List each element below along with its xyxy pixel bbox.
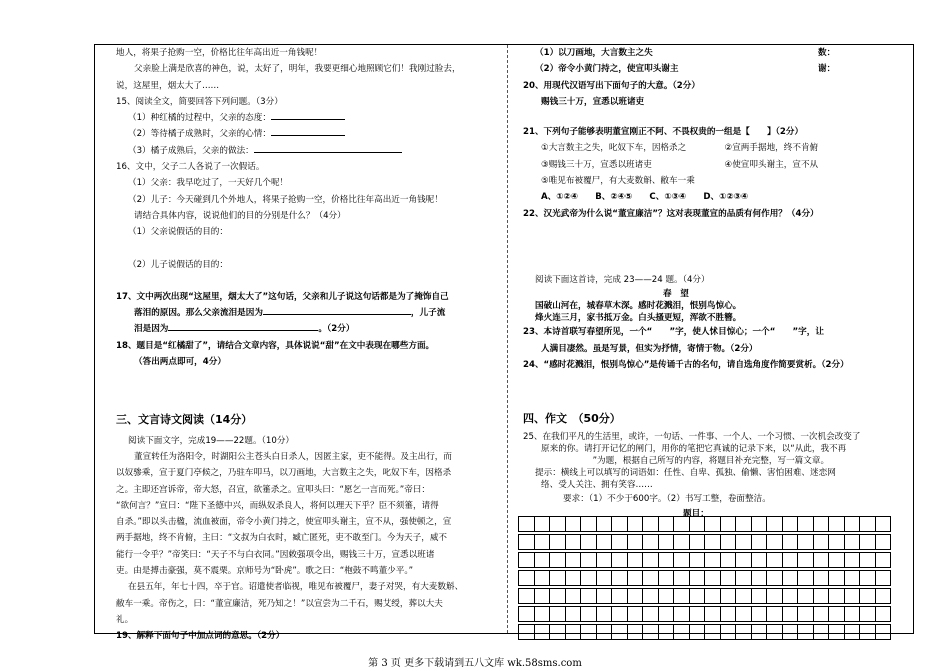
essay-grid-cell[interactable] (596, 588, 613, 604)
essay-grid-cell[interactable] (828, 588, 845, 604)
essay-grid-cell[interactable] (611, 516, 628, 532)
q21-option: ⑤唯见布被覆尸，有大麦数斛、敝车一乘 (541, 176, 695, 187)
essay-grid-cell[interactable] (704, 534, 721, 550)
essay-grid-cell[interactable] (859, 624, 876, 640)
essay-grid-cell[interactable] (534, 552, 551, 568)
essay-grid-cell[interactable] (642, 606, 659, 622)
essay-grid-cell[interactable] (534, 588, 551, 604)
essay-grid-cell[interactable] (782, 588, 799, 604)
q15-item-1: （1）种红橘的过程中，父亲的态度： (128, 113, 271, 124)
essay-grid-cell[interactable] (658, 552, 675, 568)
essay-grid-cell[interactable] (766, 570, 783, 586)
answer-blank[interactable] (271, 126, 345, 136)
essay-grid-cell[interactable] (813, 570, 830, 586)
essay-grid-cell[interactable] (859, 588, 876, 604)
essay-prompt: 原来的你。请打开记忆的闸门，用你的笔把它真诚的记录下来，以“从此，我不再 (541, 444, 847, 455)
essay-grid-cell[interactable] (735, 588, 752, 604)
question-17: 17、文中两次出现“这屋里，烟太大了”这句话，父亲和儿子说这句话都是为了掩饰自己 (116, 291, 449, 302)
passage-line: 地人，将果子抢购一空，价格比往年高出近一角钱呢！ (116, 48, 323, 58)
essay-grid-cell[interactable] (611, 534, 628, 550)
essay-grid-cell[interactable] (565, 516, 582, 532)
essay-grid-cell[interactable] (534, 606, 551, 622)
essay-grid-cell[interactable] (813, 534, 830, 550)
essay-grid-cell[interactable] (875, 624, 892, 640)
essay-grid-cell[interactable] (642, 624, 659, 640)
essay-grid-cell[interactable] (751, 624, 768, 640)
essay-grid-cell[interactable] (875, 534, 892, 550)
essay-grid-cell[interactable] (673, 534, 690, 550)
essay-grid-cell[interactable] (627, 570, 644, 586)
essay-grid-cell[interactable] (673, 552, 690, 568)
essay-grid-cell[interactable] (782, 552, 799, 568)
essay-grid-cell[interactable] (766, 552, 783, 568)
essay-grid-cell[interactable] (766, 606, 783, 622)
essay-grid-cell[interactable] (596, 606, 613, 622)
essay-prompt: ”为题，根据自己所写的内容，将题目补充完整，写一篇文章。 (541, 456, 830, 467)
essay-requirements: 要求：（1）不少于600字。（2）书写工整，卷面整洁。 (563, 494, 771, 505)
essay-grid-cell[interactable] (797, 534, 814, 550)
essay-grid-cell[interactable] (844, 570, 861, 586)
essay-grid-cell[interactable] (720, 570, 737, 586)
essay-grid-cell[interactable] (720, 552, 737, 568)
essay-grid-cell[interactable] (673, 588, 690, 604)
q17-line: 落泪的原因。那么父亲流泪是因为 (134, 308, 263, 319)
essay-grid-cell[interactable] (596, 570, 613, 586)
essay-grid-cell[interactable] (596, 516, 613, 532)
essay-grid-cell[interactable] (518, 588, 535, 604)
classical-line: 以奴骖乘，宣于夏门亭候之，乃驻车叩马，以刀画地，大言数主之失，叱奴下车，因格杀 (116, 468, 452, 479)
essay-grid-cell[interactable] (642, 516, 659, 532)
answer-blank[interactable] (263, 305, 411, 315)
essay-grid-cell[interactable] (875, 570, 892, 586)
essay-grid-cell[interactable] (782, 624, 799, 640)
question-22: 22、汉光武帝为什么说“董宣廉洁”？这对表现董宣的品质有何作用？（4分） (523, 208, 819, 219)
essay-grid-cell[interactable] (735, 606, 752, 622)
essay-grid-cell[interactable] (704, 570, 721, 586)
essay-grid-cell[interactable] (565, 588, 582, 604)
essay-grid-cell[interactable] (751, 534, 768, 550)
essay-grid-cell[interactable] (735, 624, 752, 640)
essay-grid-cell[interactable] (565, 624, 582, 640)
question-23: 23、本诗首联写春望所见，一个“ ”字，使人怵目惊心；一个“ ”字，让 (523, 327, 824, 338)
essay-grid-cell[interactable] (549, 516, 566, 532)
essay-grid-cell[interactable] (797, 516, 814, 532)
essay-grid-cell[interactable] (611, 606, 628, 622)
poem-line: 国破山河在，城春草木深。感时花溅泪，恨别鸟惊心。 (535, 301, 742, 312)
essay-grid-cell[interactable] (797, 606, 814, 622)
essay-grid-cell[interactable] (720, 534, 737, 550)
answer-blank[interactable] (254, 143, 402, 153)
essay-grid-cell[interactable] (611, 570, 628, 586)
essay-grid-cell[interactable] (580, 570, 597, 586)
essay-grid-cell[interactable] (518, 516, 535, 532)
classical-line: 敝车一乘。帝伤之，曰：“董宣廉洁，死乃知之！”以宣尝为二千石，赐艾绶，葬以大夫 (116, 598, 443, 609)
essay-prompt: 25、在我们平凡的生活里，或许，一句话、一件事、一个人、一个习惯、一次机会改变了 (523, 432, 861, 443)
essay-grid-cell[interactable] (689, 570, 706, 586)
essay-grid-cell[interactable] (813, 588, 830, 604)
essay-grid-cell[interactable] (689, 606, 706, 622)
essay-grid-cell[interactable] (751, 552, 768, 568)
essay-grid-cell[interactable] (518, 606, 535, 622)
essay-grid-cell[interactable] (720, 606, 737, 622)
essay-grid-cell[interactable] (549, 588, 566, 604)
essay-grid-cell[interactable] (766, 516, 783, 532)
essay-grid-cell[interactable] (844, 516, 861, 532)
essay-grid-cell[interactable] (782, 516, 799, 532)
q19-key-1: 数： (818, 48, 836, 58)
q19-item-2: （2）帝令小黄门持之，使宣叩头谢主 (535, 64, 679, 75)
essay-grid-cell[interactable] (828, 570, 845, 586)
essay-grid-cell[interactable] (766, 534, 783, 550)
essay-grid-cell[interactable] (875, 588, 892, 604)
essay-grid-cell[interactable] (549, 570, 566, 586)
essay-grid-cell[interactable] (642, 570, 659, 586)
essay-grid-cell[interactable] (813, 606, 830, 622)
essay-grid-cell[interactable] (549, 552, 566, 568)
essay-grid-cell[interactable] (859, 552, 876, 568)
poem-intro: 阅读下面这首诗，完成 23——24 题。（4分） (535, 274, 710, 285)
q21-option: ①大言数主之失，叱奴下车，因格杀之 (541, 143, 687, 154)
essay-grid-cell[interactable] (735, 552, 752, 568)
essay-grid-cell[interactable] (720, 516, 737, 532)
essay-grid-cell[interactable] (782, 534, 799, 550)
essay-grid-cell[interactable] (689, 552, 706, 568)
essay-grid-cell[interactable] (565, 570, 582, 586)
essay-grid-cell[interactable] (627, 534, 644, 550)
essay-grid-cell[interactable] (580, 516, 597, 532)
essay-grid-cell[interactable] (828, 552, 845, 568)
essay-grid-cell[interactable] (797, 624, 814, 640)
essay-grid-cell[interactable] (549, 624, 566, 640)
essay-grid-cell[interactable] (704, 552, 721, 568)
essay-grid-cell[interactable] (704, 516, 721, 532)
essay-grid-cell[interactable] (751, 606, 768, 622)
essay-grid-cell[interactable] (735, 534, 752, 550)
essay-grid-cell[interactable] (766, 624, 783, 640)
essay-grid-cell[interactable] (673, 606, 690, 622)
question-21: 21、下列句子能够表明董宣刚正不阿、不畏权贵的一组是【 】（2分） (523, 127, 804, 138)
essay-grid-cell[interactable] (704, 624, 721, 640)
essay-grid-cell[interactable] (720, 624, 737, 640)
poem-title: 春 望 (663, 289, 689, 300)
essay-grid-cell[interactable] (673, 516, 690, 532)
essay-grid-cell[interactable] (766, 588, 783, 604)
essay-grid-cell[interactable] (534, 624, 551, 640)
essay-grid-cell[interactable] (565, 552, 582, 568)
essay-grid-cell[interactable] (704, 606, 721, 622)
question-15: 15、阅读全文，简要回答下列问题。（3分） (116, 96, 283, 107)
essay-grid-cell[interactable] (735, 516, 752, 532)
essay-grid-cell[interactable] (689, 624, 706, 640)
classical-line: 吏。由是搏击豪强，莫不震栗。京师号为“卧虎”。歌之曰：“枹鼓不鸣董少平。” (116, 566, 414, 577)
essay-grid-cell[interactable] (782, 606, 799, 622)
essay-grid-cell[interactable] (580, 552, 597, 568)
classical-line: 能行一令乎？”帝笑曰：“天子不与白衣同。”因敕强项令出，赐钱三十万，宣悉以班诸 (116, 549, 435, 560)
essay-grid-cell[interactable] (813, 516, 830, 532)
essay-grid-cell[interactable] (611, 552, 628, 568)
essay-grid-cell[interactable] (844, 534, 861, 550)
essay-grid-cell[interactable] (518, 552, 535, 568)
section-4-title: 四、作文 （50分） (523, 412, 621, 426)
essay-title-label: 题目： (683, 508, 709, 519)
essay-grid-cell[interactable] (549, 606, 566, 622)
essay-grid-cell[interactable] (735, 570, 752, 586)
essay-grid-cell[interactable] (813, 552, 830, 568)
q15-item-2: （2）等待橘子成熟时，父亲的心情： (128, 129, 271, 140)
essay-grid-cell[interactable] (844, 588, 861, 604)
question-23b: 人满目凄然。虽是写景，但实为抒情，寄情于物。（2分） (541, 343, 758, 354)
classical-line: 自杀。”即以头击楹，流血被面，帝令小黄门持之，使宣叩头谢主，宣不从，强使顿之，宣 (116, 517, 452, 528)
essay-grid-cell[interactable] (875, 606, 892, 622)
essay-grid-cell[interactable] (642, 588, 659, 604)
passage-line: 父亲脸上满是欣喜的神色，说，太好了，明年，我要更细心地照顾它们！我刚过脸去， (134, 64, 461, 75)
essay-grid-cell[interactable] (658, 534, 675, 550)
question-16: 16、文中，父子二人各说了一次假话。 (116, 162, 265, 173)
q17-line: 。（2分） (318, 324, 355, 335)
essay-grid-cell[interactable] (580, 624, 597, 640)
essay-grid-cell[interactable] (813, 624, 830, 640)
right-column (523, 45, 908, 520)
essay-grid-cell[interactable] (875, 552, 892, 568)
essay-grid-cell[interactable] (859, 570, 876, 586)
page-footer: 第 3 页 更多下载请到五八文库 wk.58sms.com (368, 658, 582, 669)
q21-option: ②宣两手据地，终不肯俯 (724, 143, 819, 154)
q16-father: （1）父亲：我早吃过了，一天好几个呢！ (128, 178, 289, 189)
essay-grid-cell[interactable] (518, 624, 535, 640)
essay-grid-cell[interactable] (751, 570, 768, 586)
essay-grid-cell[interactable] (689, 588, 706, 604)
essay-grid-cell[interactable] (844, 552, 861, 568)
essay-grid-cell[interactable] (859, 516, 876, 532)
essay-grid-cell[interactable] (627, 588, 644, 604)
question-18b: （答出两点即可，4分） (134, 357, 226, 368)
essay-grid[interactable] (518, 512, 890, 639)
essay-grid-cell[interactable] (642, 534, 659, 550)
answer-blank[interactable] (168, 321, 318, 331)
essay-grid-cell[interactable] (627, 552, 644, 568)
essay-grid-cell[interactable] (534, 516, 551, 532)
classical-line: “欲何言？”宣曰：“陛下圣德中兴，而纵奴杀良人，将何以理天下乎？臣不须箠，请得 (116, 500, 439, 511)
essay-grid-cell[interactable] (658, 624, 675, 640)
essay-grid-cell[interactable] (828, 534, 845, 550)
classical-line: 两手据地，终不肯俯，主曰：“文叔为白衣时，臧亡匿死，吏不敢至门。今为天子，威不 (116, 533, 448, 544)
section-3-title: 三、文言诗文阅读（14分） (116, 413, 253, 427)
essay-grid-cell[interactable] (611, 588, 628, 604)
q19-item-1: （1）以刀画地，大言数主之失 (535, 48, 653, 58)
passage-line: 说，这屋里，烟太大了…… (116, 80, 220, 91)
essay-hint: 提示：横线上可以填写的词语如：任性、自卑、孤独、偷懒、害怕困难、迷恋网 (535, 468, 836, 479)
essay-grid-cell[interactable] (658, 570, 675, 586)
essay-grid-cell[interactable] (565, 606, 582, 622)
q21-choices: A、①②④ B、②④⑤ C、①③④ D、①②③④ (541, 192, 749, 203)
essay-grid-cell[interactable] (828, 516, 845, 532)
essay-grid-cell[interactable] (580, 606, 597, 622)
exam-page-frame (94, 44, 914, 642)
essay-grid-cell[interactable] (751, 516, 768, 532)
essay-grid-cell[interactable] (797, 552, 814, 568)
essay-grid-cell[interactable] (580, 588, 597, 604)
essay-grid-cell[interactable] (534, 570, 551, 586)
q17-line: ，儿子流 (410, 308, 446, 319)
question-24: 24、“感时花溅泪，恨别鸟惊心”是传诵千古的名句，请自选角度作简要赏析。（2分） (523, 359, 849, 370)
classical-intro: 阅读下面文字，完成19——22题。（10分） (128, 435, 295, 446)
essay-grid-cell[interactable] (859, 606, 876, 622)
essay-grid-cell[interactable] (658, 588, 675, 604)
essay-grid-cell[interactable] (518, 570, 535, 586)
question-18: 18、题目是“红橘甜了”，请结合文章内容，具体说说“甜”在文中表现在哪些方面。 (116, 340, 435, 351)
classical-line: 在县五年，年七十四，卒于官。诏遣使者临视，唯见布被覆尸，妻子对哭，有大麦数斛、 (128, 582, 464, 593)
essay-grid-cell[interactable] (782, 570, 799, 586)
question-19: 19、解释下面句子中加点词的意思。（2分） (116, 631, 285, 642)
essay-grid-cell[interactable] (596, 552, 613, 568)
essay-grid-cell[interactable] (673, 570, 690, 586)
q21-option: ④使宣叩头谢主，宣不从 (724, 159, 819, 170)
essay-grid-cell[interactable] (565, 534, 582, 550)
essay-grid-cell[interactable] (627, 606, 644, 622)
essay-grid-cell[interactable] (611, 624, 628, 640)
essay-grid-cell[interactable] (875, 516, 892, 532)
essay-grid-cell[interactable] (751, 588, 768, 604)
essay-grid-cell[interactable] (844, 606, 861, 622)
essay-grid-cell[interactable] (518, 534, 535, 550)
answer-blank[interactable] (271, 110, 345, 120)
essay-grid-cell[interactable] (534, 534, 551, 550)
essay-grid-cell[interactable] (844, 624, 861, 640)
essay-grid-cell[interactable] (720, 588, 737, 604)
essay-grid-cell[interactable] (642, 552, 659, 568)
classical-line: 之。主即还宫诉帝，帝大怒，召宣，欲箠杀之。宣叩头曰：“愿乞一言而死。”帝曰： (116, 484, 430, 495)
q16-answer-2: （2）儿子说假话的目的： (128, 259, 228, 270)
essay-grid-cell[interactable] (596, 534, 613, 550)
q21-option: ③赐钱三十万，宣悉以班诸吏 (541, 159, 652, 170)
column-divider (507, 45, 508, 633)
essay-grid-cell[interactable] (828, 624, 845, 640)
essay-grid-cell[interactable] (689, 516, 706, 532)
q16-answer-1: （1）父亲说假话的目的： (128, 227, 228, 238)
q19-key-2: 谢： (818, 64, 836, 75)
essay-grid-cell[interactable] (859, 534, 876, 550)
essay-grid-cell[interactable] (658, 606, 675, 622)
essay-grid-cell[interactable] (549, 534, 566, 550)
essay-grid-cell[interactable] (627, 516, 644, 532)
classical-line: 董宣转任为洛阳令，时湖阳公主苍头白日杀人，因匿主家，吏不能得。及主出行，而 (134, 451, 452, 462)
poem-line: 烽火连三月，家书抵万金。白头搔更短，浑欲不胜簪。 (535, 313, 742, 324)
essay-grid-cell[interactable] (580, 534, 597, 550)
essay-grid-cell[interactable] (689, 534, 706, 550)
essay-grid-cell[interactable] (797, 570, 814, 586)
classical-line: 礼。 (116, 614, 134, 625)
essay-grid-cell[interactable] (627, 624, 644, 640)
q15-item-3: （3）橘子成熟后，父亲的做法： (128, 145, 254, 156)
essay-grid-cell[interactable] (704, 588, 721, 604)
q20-sentence: 赐钱三十万，宣悉以班诸吏 (541, 96, 645, 107)
essay-grid-cell[interactable] (828, 606, 845, 622)
essay-hint: 络、受人关注、拥有笑容…… (541, 480, 653, 491)
left-column (116, 45, 496, 645)
q16-prompt: 请结合具体内容，说说他们的目的分别是什么？（4分） (134, 210, 346, 221)
essay-grid-cell[interactable] (797, 588, 814, 604)
essay-grid-cell[interactable] (658, 516, 675, 532)
essay-grid-cell[interactable] (673, 624, 690, 640)
q16-son: （2）儿子：今天碰到几个外地人，将果子抢购一空，价格比往年高出近一角钱呢！ (128, 194, 443, 205)
q17-line: 泪是因为 (134, 324, 169, 335)
question-20: 20、用现代汉语写出下面句子的大意。（2分） (523, 80, 700, 91)
essay-grid-cell[interactable] (596, 624, 613, 640)
